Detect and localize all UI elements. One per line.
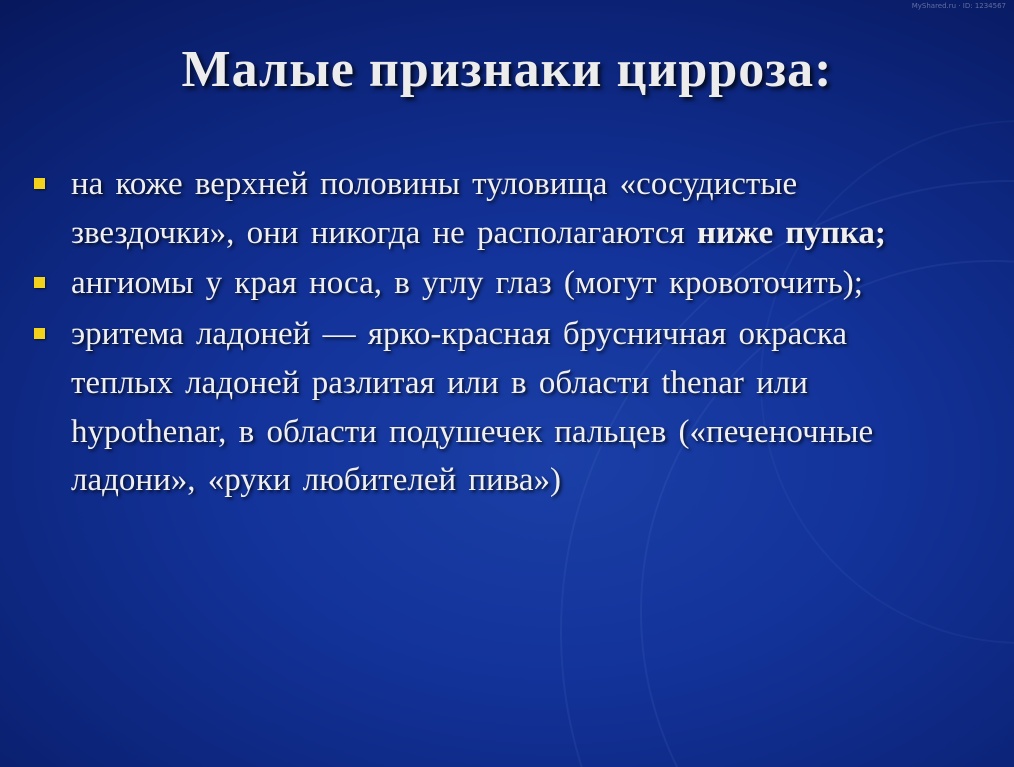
bullet-list bbox=[30, 160, 890, 507]
bullet-square-icon bbox=[34, 277, 45, 288]
slide-title: Малые признаки цирроза: bbox=[181, 41, 833, 98]
bullet-item bbox=[30, 160, 890, 257]
bullet-square-icon bbox=[34, 328, 45, 339]
bullet-square-icon bbox=[34, 178, 45, 189]
bullet-text: эритема ладоней — ярко-красная брусничная окраска теплых ладоней разлитая или в области thenar или hypothenar, в области подушечек пальцев («печеночные ладони», «руки любителей пива») bbox=[71, 316, 874, 499]
bullet-item bbox=[30, 259, 890, 308]
watermark: MyShared.ru · ID: 1234567 bbox=[911, 2, 1006, 10]
bullet-bold-text: ниже пупка; bbox=[696, 214, 886, 251]
bullet-item bbox=[30, 310, 890, 505]
bullet-text: ангиомы у края носа, в углу глаз (могут кровоточить); bbox=[71, 265, 863, 302]
bullet-text: на коже верхней половины туловища «сосудистые звездочки», они никогда не располагаются bbox=[71, 166, 798, 251]
